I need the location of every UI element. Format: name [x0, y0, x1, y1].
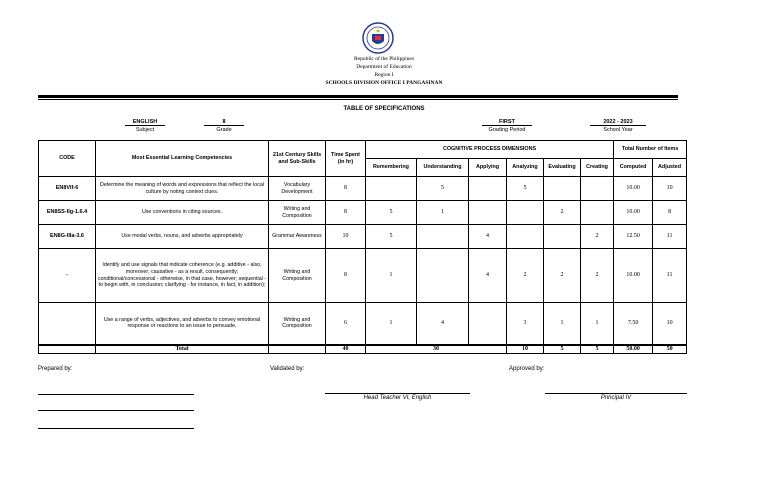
header-region: Region I	[374, 72, 394, 78]
header-evaluating: Evaluating	[544, 159, 581, 177]
row-understanding	[417, 249, 469, 303]
period-caption: Grading Period	[488, 127, 526, 133]
row-applying: 4	[469, 225, 507, 249]
row-applying	[469, 177, 507, 201]
row-code	[39, 303, 96, 345]
approver-title: Principal IV	[600, 395, 632, 401]
preparer-signature-line-2	[38, 410, 194, 411]
header-creating: Creating	[581, 159, 614, 177]
header-time: Time Spent (in hr)	[326, 141, 366, 177]
validator-signature-line	[325, 393, 470, 394]
total-time: 40	[326, 345, 366, 354]
row-time: 6	[326, 303, 366, 345]
specifications-table	[38, 140, 687, 354]
row-remembering: 1	[366, 249, 417, 303]
row-applying	[469, 201, 507, 225]
row-understanding: 1	[417, 201, 469, 225]
total-computed: 50.00	[614, 345, 653, 354]
row-code: -	[39, 249, 96, 303]
row-understanding	[417, 225, 469, 249]
row-competency: Identify and use signals that indicate coherence (e.g. additive - also, moreover; causative - as a result, consequently; conditional/concessional - otherwise, in that case, however; sequential - to begin with, in conclusion; clarifying - for instance, in fact, in addition);	[96, 249, 269, 303]
row-remembering: 5	[366, 225, 417, 249]
row-creating: 2	[581, 249, 614, 303]
validator-title: Head Teacher VI, English	[363, 395, 432, 401]
preparer-signature-line-1	[38, 394, 194, 395]
subject-caption: Subject	[135, 127, 155, 133]
total-remembering-understanding: 30	[366, 345, 507, 354]
header-department: Department of Education	[356, 64, 412, 70]
row-adjusted: 10	[653, 303, 687, 345]
row-adjusted: 8	[653, 201, 687, 225]
header-divider-thick	[38, 95, 678, 98]
total-label: Total	[96, 345, 269, 354]
row-evaluating: 1	[544, 303, 581, 345]
year-value: 2022 - 2023	[590, 119, 646, 126]
year-caption: School Year	[603, 127, 633, 133]
preparer-signature-line-3	[38, 428, 194, 429]
header-competencies: Most Essential Learning Competencies	[96, 141, 269, 177]
row-time: 8	[326, 201, 366, 225]
row-time: 8	[326, 249, 366, 303]
grade-value: 8	[204, 119, 244, 126]
approver-signature-line	[545, 393, 687, 394]
row-code: EN8SS-IIg-1.6.4	[39, 201, 96, 225]
grade-caption: Grade	[216, 127, 232, 133]
total-code-empty	[39, 345, 96, 354]
row-code: EN8G-IIIa-3.6	[39, 225, 96, 249]
row-skill: Vocabulary Development	[269, 177, 326, 201]
total-row	[39, 345, 687, 354]
subject-value: ENGLISH	[125, 119, 165, 126]
row-time: 10	[326, 225, 366, 249]
row-remembering	[366, 177, 417, 201]
row-competency: Use conventions in citing sources.	[96, 201, 269, 225]
header-analyzing: Analyzing	[507, 159, 544, 177]
row-skill: Grammar Awareness	[269, 225, 326, 249]
row-analyzing	[507, 201, 544, 225]
header-applying: Applying	[469, 159, 507, 177]
total-analyzing: 10	[507, 345, 544, 354]
table-row	[39, 303, 687, 345]
row-computed: 10.00	[614, 249, 653, 303]
row-computed: 10.00	[614, 201, 653, 225]
row-competency: Use a range of verbs, adjectives, and adverbs to convey emotional response or reactions to an issue to persuade.	[96, 303, 269, 345]
row-skill: Writing and Composition	[269, 201, 326, 225]
header-divider-thin	[38, 99, 678, 100]
row-computed: 10.00	[614, 177, 653, 201]
row-competency: Determine the meaning of words and expressions that reflect the local culture by noting context clues.	[96, 177, 269, 201]
header-remembering: Remembering	[366, 159, 417, 177]
document-title: TABLE OF SPECIFICATIONS	[343, 106, 425, 112]
header-total-items: Total Number of Items	[614, 141, 687, 159]
row-skill: Writing and Composition	[269, 303, 326, 345]
row-understanding: 4	[417, 303, 469, 345]
row-understanding: 5	[417, 177, 469, 201]
header-cognitive: COGNITIVE PROCESS DIMENSIONS	[366, 141, 614, 159]
table-row	[39, 249, 687, 303]
row-creating	[581, 201, 614, 225]
row-remembering: 1	[366, 303, 417, 345]
row-analyzing: 5	[507, 177, 544, 201]
row-competency: Use modal verbs, nouns, and adverbs appropriately	[96, 225, 269, 249]
prepared-by-label: Prepared by:	[38, 366, 73, 372]
row-creating: 2	[581, 225, 614, 249]
approved-by-label: Approved by:	[509, 366, 545, 372]
header-code: CODE	[39, 141, 96, 177]
table-row	[39, 225, 687, 249]
table-row	[39, 201, 687, 225]
header-republic: Republic of the Philippines	[353, 56, 415, 62]
total-skill-empty	[269, 345, 326, 354]
total-adjusted: 50	[653, 345, 687, 354]
period-value: FIRST	[482, 119, 532, 126]
total-evaluating: 5	[544, 345, 581, 354]
row-analyzing: 2	[507, 249, 544, 303]
row-evaluating: 2	[544, 201, 581, 225]
row-adjusted: 11	[653, 225, 687, 249]
header-understanding: Understanding	[417, 159, 469, 177]
validated-by-label: Validated by:	[270, 366, 305, 372]
row-evaluating: 2	[544, 249, 581, 303]
row-applying: 4	[469, 249, 507, 303]
deped-seal-logo	[362, 22, 394, 54]
row-computed: 12.50	[614, 225, 653, 249]
row-adjusted: 11	[653, 249, 687, 303]
total-creating: 5	[581, 345, 614, 354]
row-adjusted: 10	[653, 177, 687, 201]
header-division: SCHOOLS DIVISION OFFICE I PANGASINAN	[325, 80, 443, 86]
header-adjusted: Adjusted	[653, 159, 687, 177]
row-analyzing	[507, 225, 544, 249]
row-computed: 7.50	[614, 303, 653, 345]
row-time: 8	[326, 177, 366, 201]
header-computed: Computed	[614, 159, 653, 177]
row-applying	[469, 303, 507, 345]
row-evaluating	[544, 177, 581, 201]
row-remembering: 5	[366, 201, 417, 225]
row-creating: 1	[581, 303, 614, 345]
row-evaluating	[544, 225, 581, 249]
row-creating	[581, 177, 614, 201]
row-code: EN8VIf-6	[39, 177, 96, 201]
header-skills: 21st Century Skills and Sub-Skills	[269, 141, 326, 177]
row-skill: Writing and Composition	[269, 249, 326, 303]
table-row	[39, 177, 687, 201]
row-analyzing: 3	[507, 303, 544, 345]
